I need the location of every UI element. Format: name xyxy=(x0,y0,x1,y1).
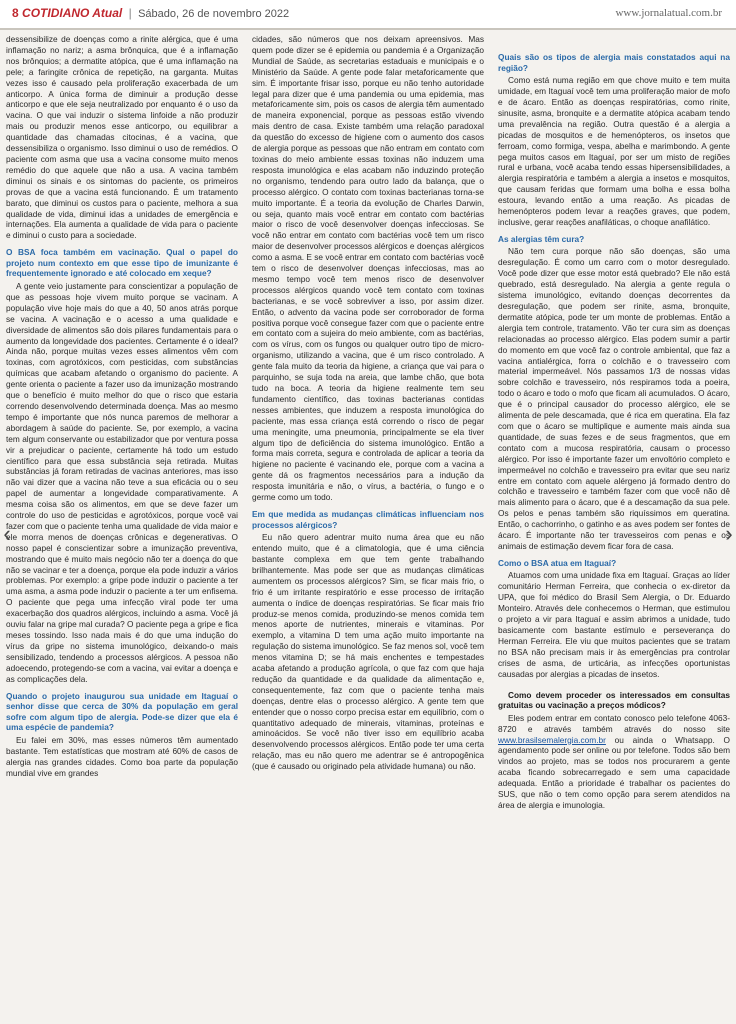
question-heading: Quando o projeto inaugurou sua unidade em Itaguaí o senhor disse que cerca de 30% da população em geral sofre com algum tipo de alergia. Pode-se dizer que ela é uma espécie de pandemia? xyxy=(6,690,238,733)
question-heading: Quais são os tipos de alergia mais constatados aqui na região? xyxy=(498,52,730,73)
question-heading: Como devem proceder os interessados em consultas gratuitas ou vacinação a preços módicos? xyxy=(498,689,730,711)
website-url: www.jornalatual.com.br xyxy=(615,7,722,19)
article-body xyxy=(6,34,730,1020)
question-heading: O BSA foca também em vacinação. Qual o papel do projeto num contexto em que esse tipo de imunizante é frequentemente ignorado e até colocado em xeque? xyxy=(6,247,238,279)
paragraph: Como está numa região em que chove muito e tem muita umidade, em Itaguaí você tem uma proliferação maior de mofo e de ácaro. Então as doenças respiratórias, como rinite, sinusite, asma, bronquite e a dermatite atópica acabam tendo uma prevalência na região. Outra questão é a alergia a picadas de mosquitos e de hemenópteros, os insetos que ferroam, como formiga, vespa, abelha e marimbondo. A gente pega muitos casos em Itaguaí, por ser um misto de regiões rural e urbana, você acaba tendo essas hipersensibilidades, a alergia respiratória e também a alergia a insetos e mosquitos, que causam feridas que formam uma bolha e essa bolha estoura, levando então a uma reação. As picadas de hemenópteros podem levar a reações graves, que podem, inclusive, gerar reações anafiláticas, o choque anafilático. xyxy=(498,75,730,227)
paragraph: Eu falei em 30%, mas esses números têm aumentado bastante. Tem estatísticas que mostram até 60% de casos de alergia nas grandes cidades. Como boa parte da população mundial vive em grandes xyxy=(6,734,238,778)
header-separator: | xyxy=(128,6,132,20)
paragraph: Atuamos com uma unidade fixa em Itaguaí. Graças ao líder comunitário Herman Ferreira, que conhecia o ex-diretor da UPA, que foi médico do Brasil Sem Alergia, o Dr. Eduardo Monteiro. Através dele conhecemos o Herman, que estimulou o projeto a vir para Itaguaí e assim abrimos a unidade, tudo basicamente com bastante estímulo e perseverança do Herman Ferreira. Ele viu que muitos pacientes que se tratam no BSA não precisam mais ir às emergências pra controlar crises de asma, de urticária, as infecções oportunistas causadas por alergias a picadas de insetos. xyxy=(498,570,730,679)
section-name: COTIDIANO Atual xyxy=(22,6,123,20)
prev-page-arrow-icon[interactable]: ‹ xyxy=(3,521,11,546)
column-1 xyxy=(6,34,238,1020)
header-divider xyxy=(0,28,736,30)
paragraph-text: ou ainda o Whatsapp. O agendamento pode ser online ou por telefone. Todos são bem vindos ao projeto, mas se todos nos procurarem a gente acaba ficando sobrecarregado e sem uma capacidade adequada. Então a prioridade é trabalhar os pacientes do SUS, que não o tem como opção para serem atendidos na área de alergia e imunologia. xyxy=(498,734,730,810)
paragraph: dessensibilize de doenças como a rinite alérgica, que é uma inflamação no nariz; a asma brônquica, que é a inflamação nos brônquios; a dermatite atópica, que é uma inflamação na pele; a faringite crônica de repetição, na garganta. Muitas vezes isso é causado pela proliferação exacerbada de um anticorpo. A única forma de diminuir a produção desse anticorpo e que ele seja neutralizado por enquanto é o uso da vacina. O que vai induzir o sistema linfoide a não produzir mais ou produzir menos esse anticorpo, ou equilibrar a quantidade das chamadas citocinas, é a vacina, que dessensibiliza o organismo. Isso diminui o uso de remédios. O paciente com asma que usa a vacina consome muito menos remédio do que aquele que não a usa. A vacina também diminui os sinais e os sintomas do paciente, os primeiros provas de que a vacina está funcionando. É um tratamento barato, que diminui os custos para o paciente, melhora a sua qualidade de vida, diminui idas a unidades de emergência e internações. Ela aumenta a qualidade de vida para o paciente e diminui o custo para a sociedade. xyxy=(6,34,238,241)
paragraph: Eu não quero adentrar muito numa área que eu não entendo muito, que é a climatologia, que é uma ciência bastante complexa em que tem gente trabalhando brilhantemente. Mas pode ser que as mudanças climáticas aumentem os processos alérgicos? Sim, se ficar mais frio, o frio é um irritante respiratório e esse processo de irritação aumenta o índice de doenças respiratórias. Se ficar mais frio produz-se menos comida, produzindo-se menos comida tem menos aporte de nutrientes, minerais e vitaminas. Por exemplo, a vitamina D tem uma ação muito importante na regulação do sistema imunológico. Se faz menos sol, você tem menos vitamina D; se há mais enchentes e tempestades acaba afetando a produção agrícola, o que faz com que haja redução da quantidade e da qualidade da alimentação e, consequentemente, faz com que o paciente tenha mais doenças, dentre elas o processo alérgico. A gente tem que entender que o nosso corpo precisa estar em equilíbrio, com o quantitativo adequado de minerais, vitaminas, proteínas e aminoácidos. Se você não tiver isso em equilíbrio acaba desenvolvendo processos alérgicos. Então pode ter uma certa relação, mas eu não quero me adentrar se é antropogênica (que é causado ou originado pela atividade humana) ou não. xyxy=(252,532,484,772)
paragraph: A gente veio justamente para conscientizar a população de que as pessoas hoje vivem muito porque se vacinam. A população vive hoje mais do que a 40, 50 anos atrás porque se vacina. A vacinação e o acesso a uma qualidade e diversidade de alimentos são dois pilares fundamentais para o aumento da longevidade dos pacientes. Certamente é o ideal? Ainda não, porque muitas vezes esses alimentos vêm com toxinas, com agrotóxicos, com pesticidas, com substâncias químicas que acabam afetando o organismo do paciente. A gente orienta o paciente a fazer uso da imunização mostrando que o benefício é muito melhor do que o risco que estaria correndo desenvolvendo determinada doença. Mas ao mesmo tempo é importante que nós nunca paremos de melhorar a abordagem à saúde do paciente. Se, por exemplo, a vacina tem algum conservante ou estabilizador que por ventura possa vir a prejudicar o paciente, certamente há todo um estudo científico para que essa substância seja retirada. Muitas substâncias já foram retiradas de vacinas anteriores, mas isso não vai dizer que a vacina não teve a sua eficácia ou o seu papel de aumentar a longevidade comparativamente. A mesma coisa são os alimentos, em que se deve fazer um controle do uso de pesticidas e agrotóxicos, porque você vai fazer com que o paciente tenha uma qualidade de vida maior e ele morra menos de doenças crônicas e degenerativas. O nosso papel é conscientizar sobre a imunização preventiva, mostrando que é muito mais negócio não ter a doença do que não se vacinar e ter a doença, porque ela pode induzir a vários problemas. Por exemplo: a gripe pode induzir o paciente a ter uma asma, a asma pode induzir o paciente a ter um enfisema. O paciente que pega uma infecção viral pode ter uma exacerbação dos quadros alérgicos, incluindo a asma. Você já ouviu falar na gripe mal curada? O paciente pega a gripe e fica meses tossindo. Isso nada mais é do que uma indução do vírus da gripe no sistema imunológico, deixando-o mais sensibilizado, tendendo a processos alérgicos. A pessoa não adoecendo, protegendo-se com a vacina, vai evitar a doença e as complicações dela. xyxy=(6,281,238,684)
page-number: 8 xyxy=(12,6,19,20)
site-link[interactable]: www.brasilsemalergia.com.br xyxy=(498,734,606,745)
brand-name: Atual xyxy=(92,6,123,20)
header-left xyxy=(12,6,289,20)
question-heading: As alergias têm cura? xyxy=(498,233,585,244)
paragraph xyxy=(498,713,730,811)
issue-date: Sábado, 26 de novembro 2022 xyxy=(138,8,290,20)
next-page-arrow-icon[interactable]: › xyxy=(725,521,733,546)
page-header xyxy=(0,0,736,28)
paragraph-text: Eles podem entrar em contato conosco pelo telefone 4063-8720 e através também através do nosso site xyxy=(498,712,730,734)
question-heading: Em que medida as mudanças climáticas influenciam nos processos alérgicos? xyxy=(252,508,484,530)
paragraph: cidades, são números que nos deixam apreensivos. Mas quem pode dizer se é epidemia ou pandemia é a Organização Mundial de Saúde, as secretarias estaduais e municipais e o Ministério da Saúde. A gente pode falar metaforicamente que sim. É importante frisar isso, porque eu não tenho autoridade legal para dizer que é uma pandemia ou uma epidemia, mas metaforicamente sim, pois os casos de alergia têm aumentado de maneira exponencial, porque as pessoas estão vivendo mais dentro de casa. Existe também uma relação paradoxal da questão do excesso de higiene com o aumento dos casos de alergia porque as pessoas que não entram em contato com toxinas do meio ambiente essas toxinas não induzem uma resposta imunológica e elas acabam não induzindo proteção no organismo, tendendo para outro lado da balança, que o processo alérgico. O contato com toxinas bacterianas torna-se muito importante. É a teoria da evolução de Charles Darwin, ou seja, quanto mais você entrar em contato com bactérias maior o risco de você desenvolver doenças infecciosas. Se você não entrar em contato com bactérias você tem um risco maior de desenvolver processos alérgicos e doenças alérgicos como a asma. E se você entrar em contato com bactérias você tem o risco de desenvolver doenças infecciosas, mas ao mesmo tempo você tem menos risco de desenvolver processos alérgicos quando você tem contato com toxinas bacterianas, e se você sobreviver a isso, por assim dizer. Então, o advento da vacina pode ser corroborador de forma positiva porque você consegue fazer com que o paciente entre em contato com a sujeira do meio ambiente, com as bactérias, com os vírus, com os fungos ou qualquer outro tipo de micro-organismo, utilizando a vacina, que é um risco controlado. A gente fala muito da teoria da higiene, a criança que vai para o parquinho, se suja toda na areia, que lambe chão, que bota tudo na boca. A teoria da higiene realmente tem seu fundamento científico, das toxinas bacterianas contidas nesses ambientes, que induzem a resposta imunológica do paciente, mas essa criança está correndo o risco de pegar uma meningite, uma pneumonia, principalmente se ela tiver algum tipo de deficiência do sistema imunológico. Então a forma mais correta, segura e controlada de aplicar a teoria da higiene no paciente é vacinando ele, porque com a vacina a gente dá os fragmentos necessários para a indução da resposta imunitária e não, o vírus, a bactéria, o fungo e o germe como um todo. xyxy=(252,34,484,503)
column-3 xyxy=(498,34,730,1020)
column-2 xyxy=(252,34,484,1020)
paragraph: Não tem cura porque não são doenças, são uma desregulação. É como um carro com o motor desregulado. Você pode dizer que esse motor está quebrado? Ele não está quebrado, está desregulado. Na alergia a gente regula o sistema imunológico, evitando doenças decorrentes da desregulação, que podem ser rinite, asma, bronquite, dermatite atópica, pode ter um monte de problemas. Então a alergia tem controle, tratamento. Vão ter cura sim as doenças relacionadas ao processo alérgico. Elas podem sumir a partir do momento em que você faz o controle ambiental, que faz a vacina antialérgica, forra o colchão e o travesseiro com material impermeável. Nós passamos 1/3 de nossas vidas sobre colchão e travesseiro, nós respiramos toda a poeira, todo o ácaro e todo o mofo que ficam ali acumulados. O ácaro, que é o principal causador do processo alérgico, ele se alimenta de pele descamada, que é rica em queratina. Ela faz com que o ácaro se multiplique e aumente mais ainda sua quantidade, de suas fezes e de seus fragmentos, que em contato com a mucosa respiratória, causam o processo alérgico. Por isso é importante fazer um envoltório completo e impermeável no colchão e travesseiro pra evitar que seu nariz entre em contato com aquele alérgeno já formado dentro do colchão e travesseiro e também fazer com que você não dê mais alimento para o ácaro, que é a descamação da sua pele. Os pelos e penas também são riquíssimos em queratina. Então, o cachorrinho, o gatinho e as aves podem ser fontes de ácaro. É importante não ter travesseiros com penas e os animais de estimação devem ficar fora de casa. xyxy=(498,246,730,551)
question-heading: Como o BSA atua em Itaguaí? xyxy=(498,557,617,568)
